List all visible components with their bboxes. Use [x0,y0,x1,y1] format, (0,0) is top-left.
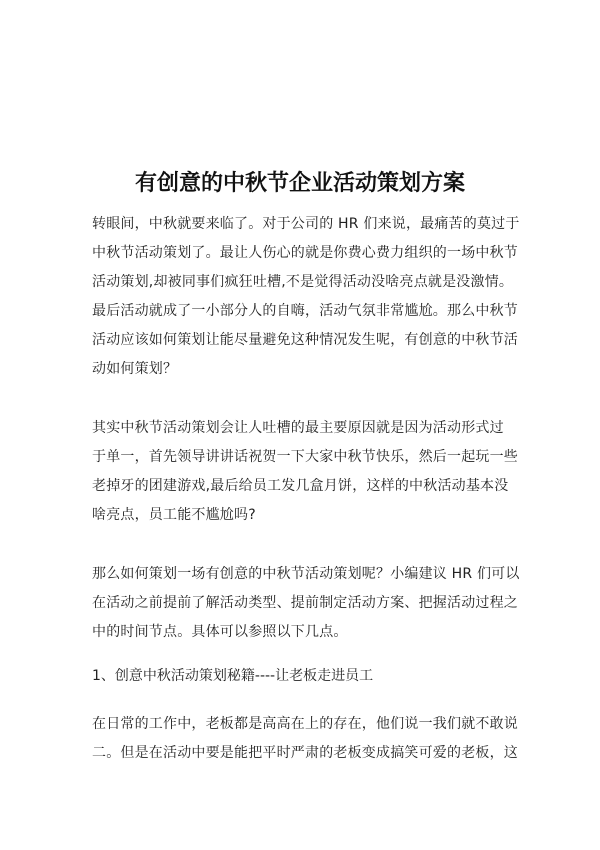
page-title: 有创意的中秋节企业活动策划方案 [134,171,465,196]
paragraph-line: 动如何策划？ [92,361,178,377]
paragraph-line: 中的时间节点。具体可以参照以下几点。 [92,624,348,640]
paragraph-line: 活动策划,却被同事们疯狂吐槽,不是觉得活动没啥亮点就是没激情。 [92,274,514,290]
paragraph-line: 二。但是在活动中要是能把平时严肃的老板变成搞笑可爱的老板，这 [92,745,518,761]
section-heading: 1、创意中秋活动策划秘籍----让老板走进员工 [92,668,374,684]
paragraph-line: 活动应该如何策划让能尽量避免这种情况发生呢，有创意的中秋节活 [92,332,518,348]
paragraph-intro [92,210,520,384]
paragraph-line: 老掉牙的团建游戏,最后给员工发几盒月饼，这样的中秋活动基本没 [92,478,509,494]
paragraph-reason [92,414,518,530]
paragraph-line: 于单一，首先领导讲讲话祝贺一下大家中秋节快乐，然后一起玩一些 [92,449,518,465]
paragraph-boss [92,710,518,768]
paragraph-line: 那么如何策划一场有创意的中秋节活动策划呢？小编建议 HR 们可以 [92,566,520,582]
paragraph-line: 在日常的工作中，老板都是高高在上的存在，他们说一我们就不敢说 [92,716,518,732]
paragraph-line: 啥亮点，员工能不尴尬吗? [92,507,256,523]
paragraph-line: 其实中秋节活动策划会让人吐槽的最主要原因就是因为活动形式过 [92,420,504,436]
paragraph-line: 最后活动就成了一小部分人的自嗨，活动气氛非常尴尬。那么中秋节 [92,303,518,319]
paragraph-suggestion [92,560,520,647]
paragraph-line: 中秋节活动策划了。最让人伤心的就是你费心费力组织的一场中秋节 [92,245,518,261]
paragraph-line: 在活动之前提前了解活动类型、提前制定活动方案、把握活动过程之 [92,595,518,611]
paragraph-line: 转眼间，中秋就要来临了。对于公司的 HR 们来说，最痛苦的莫过于 [92,216,520,232]
